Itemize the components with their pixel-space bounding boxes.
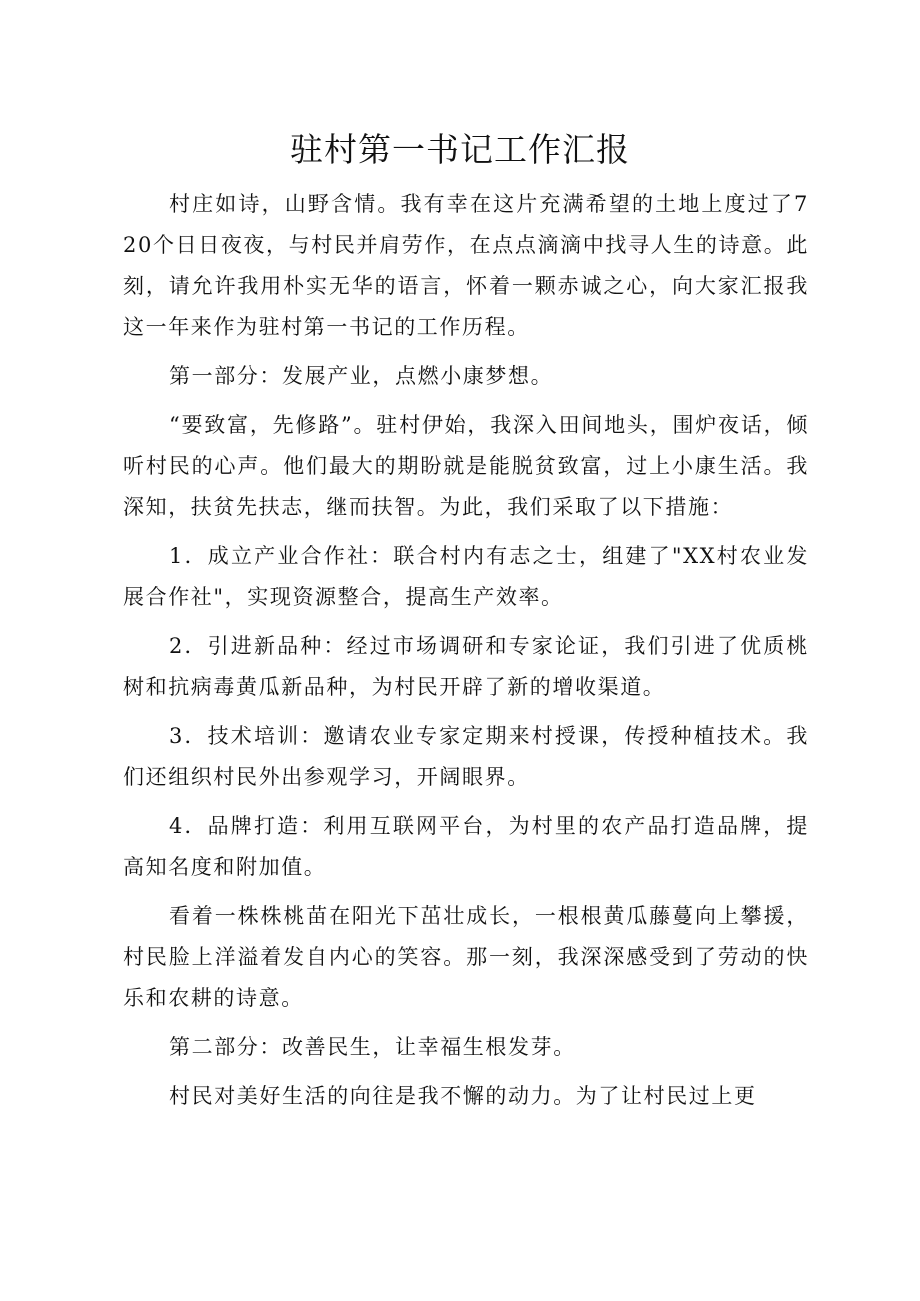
document-body [123, 184, 809, 1125]
measure-item-3: 3．技术培训：邀请农业专家定期来村授课，传授种植技术。我们还组织村民外出参观学习，开阔眼界。 [123, 724, 809, 789]
part-one-intro-paragraph: “要致富，先修路”。驻村伊始，我深入田间地头，围炉夜话，倾听村民的心声。他们最大的期盼就是能脱贫致富，过上小康生活。我深知，扶贫先扶志，继而扶智。为此，我们采取了以下措施： [123, 413, 809, 519]
section-heading-part-two: 第二部分：改善民生，让幸福生根发芽。 [169, 1035, 576, 1059]
measure-item-2: 2．引进新品种：经过市场调研和专家论证，我们引进了优质桃树和抗病毒黄瓜新品种，为村民开辟了新的增收渠道。 [123, 634, 809, 699]
section-heading-part-one: 第一部分：发展产业，点燃小康梦想。 [169, 364, 554, 388]
document-title: 驻村第一书记工作汇报 [290, 130, 630, 169]
part-two-paragraph: 村民对美好生活的向往是我不懈的动力。为了让村民过上更 [169, 1084, 757, 1108]
reflection-paragraph: 看着一株株桃苗在阳光下茁壮成长，一根根黄瓜藤蔓向上攀援，村民脸上洋溢着发自内心的笑容。那一刻，我深深感受到了劳动的快乐和农耕的诗意。 [123, 904, 809, 1010]
measure-item-4: 4．品牌打造：利用互联网平台，为村里的农产品打造品牌，提高知名度和附加值。 [123, 814, 809, 879]
intro-paragraph: 村庄如诗，山野含情。我有幸在这片充满希望的土地上度过了720个日日夜夜，与村民并肩劳作，在点点滴滴中找寻人生的诗意。此刻，请允许我用朴实无华的语言，怀着一颗赤诚之心，向大家汇报我这一年来作为驻村第一书记的工作历程。 [123, 192, 809, 339]
measure-item-1: 1．成立产业合作社：联合村内有志之士，组建了"XX村农业发展合作社"，实现资源整合，提高生产效率。 [123, 544, 809, 609]
